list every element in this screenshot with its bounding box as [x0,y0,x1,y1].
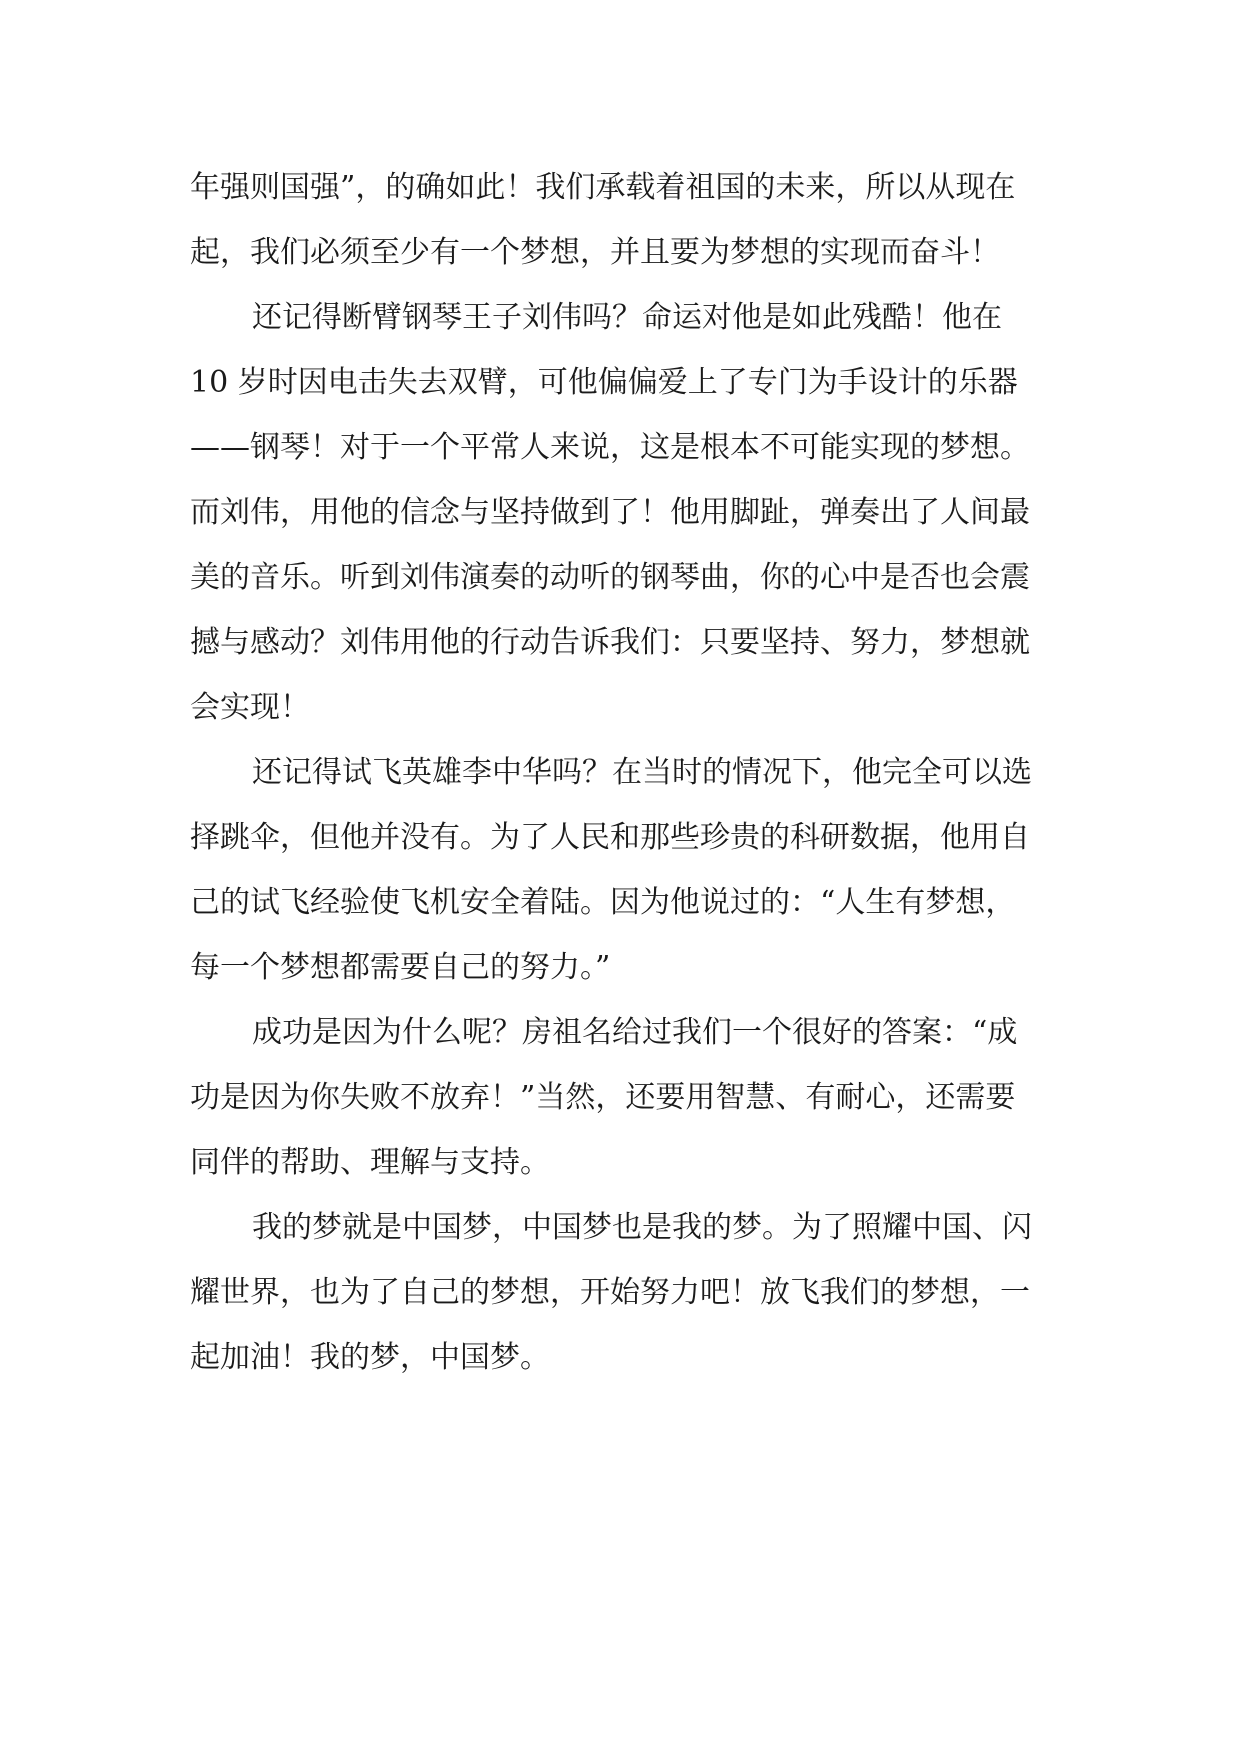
paragraph-3 [190,740,1070,1000]
text-line: 每一个梦想都需要自己的努力。” [190,950,611,985]
paragraph-2 [190,285,1070,740]
text-line: 成功是因为什么呢？房祖名给过我们一个很好的答案：“成 [252,1015,1018,1050]
text-line: 择跳伞，但他并没有。为了人民和那些珍贵的科研数据，他用自 [190,820,1030,855]
text-line: 耀世界，也为了自己的梦想，开始努力吧！放飞我们的梦想，一 [190,1275,1030,1310]
text-line: 年强则国强”，的确如此！我们承载着祖国的未来，所以从现在 [190,170,1016,205]
text-line: ——钢琴！对于一个平常人来说，这是根本不可能实现的梦想。 [190,430,1030,465]
body-text [190,155,1070,1390]
text-line: 美的音乐。听到刘伟演奏的动听的钢琴曲，你的心中是否也会震 [190,560,1030,595]
paragraph-4 [190,1000,1070,1195]
text-line: 10 岁时因电击失去双臂，可他偏偏爱上了专门为手设计的乐器 [190,365,1018,400]
text-line: 还记得断臂钢琴王子刘伟吗？命运对他是如此残酷！他在 [252,300,1002,335]
text-line: 而刘伟，用他的信念与坚持做到了！他用脚趾，弹奏出了人间最 [190,495,1030,530]
text-line: 我的梦就是中国梦，中国梦也是我的梦。为了照耀中国、闪 [252,1210,1032,1245]
text-line: 撼与感动？刘伟用他的行动告诉我们：只要坚持、努力，梦想就 [190,625,1030,660]
text-line: 同伴的帮助、理解与支持。 [190,1145,550,1180]
text-line: 功是因为你失败不放弃！”当然，还要用智慧、有耐心，还需要 [190,1080,1016,1115]
text-line: 起加油！我的梦，中国梦。 [190,1340,550,1375]
text-line: 己的试飞经验使飞机安全着陆。因为他说过的：“人生有梦想， [190,885,1016,920]
paragraph-5 [190,1195,1070,1390]
text-line: 起，我们必须至少有一个梦想，并且要为梦想的实现而奋斗！ [190,235,1000,270]
text-line: 还记得试飞英雄李中华吗？在当时的情况下，他完全可以选 [252,755,1032,790]
text-line: 会实现！ [190,690,310,725]
paragraph-1 [190,155,1070,285]
